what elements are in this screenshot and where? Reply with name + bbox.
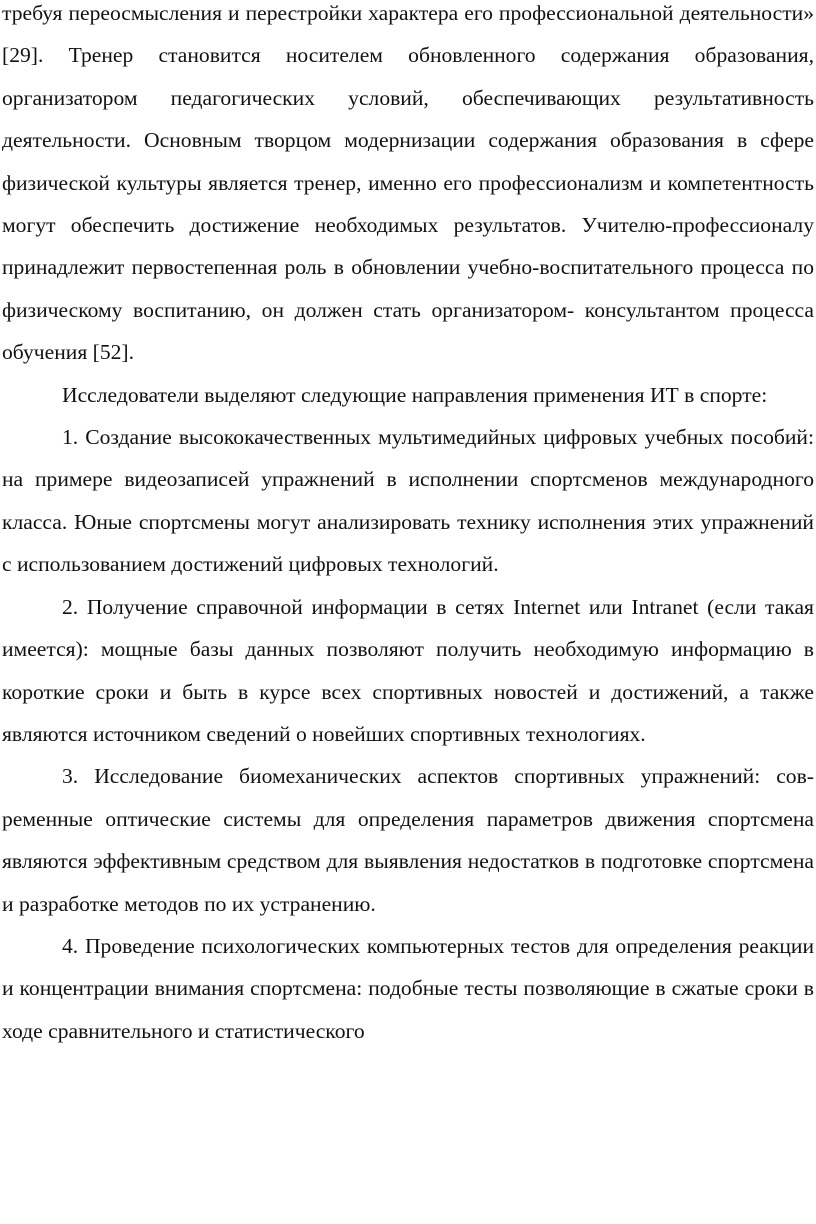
paragraph-item-2: 2. Получение справочной информации в сетях Internet или Intranet (если такая имеется): мощные базы данных позволяют получить необходимую информацию в короткие сроки и быть в курсе всех спортивных новостей и достижений, а также являются источником сведений о новейших спортивных технологиях. <box>2 594 814 746</box>
paragraph-continuation: требуя переосмысления и перестройки характера его профессиональной деятельности» [29]. Тренер становится носителем обновленного содержания образования, организатором педагогических условий, обеспечивающих результативность деятельности. Основным творцом модернизации содержания образования в сфере физической культуры является тренер, именно его профессионализм и компетентность могут обеспечить достижение необходимых результатов. Учителю-профессионалу принадлежит первостепенная роль в обновлении учебно-воспитательного процесса по физическому воспитанию, он должен стать организатором- консультантом процесса обучения [52]. <box>2 1 814 365</box>
paragraph-item-4: 4. Проведение психологических компьютерных тестов для определения реакции и концентрации внимания спортсмена: подобные тесты позволяющие в сжатые сроки в ходе сравнительного и статистического <box>2 933 814 1043</box>
paragraph-it-directions-intro: Исследователи выделяют следующие направления применения ИТ в спорте: <box>62 382 768 407</box>
paragraph-item-1: 1. Создание высококачественных мультимедийных цифровых учебных пособий: на примере видеозаписей упражнений в исполнении спортсменов международного класса. Юные спортсмены могут анализировать технику исполнения этих упражнений с использованием достижений цифровых технологий. <box>2 425 814 577</box>
paragraph-item-3: 3. Исследование биомеханических аспектов спортивных упражнений: сов-ременные оптические системы для определения параметров движения спортсмена являются эффективным средством для выявления недостатков в подготовке спортсмена и разработке методов по их устранению. <box>2 764 814 916</box>
